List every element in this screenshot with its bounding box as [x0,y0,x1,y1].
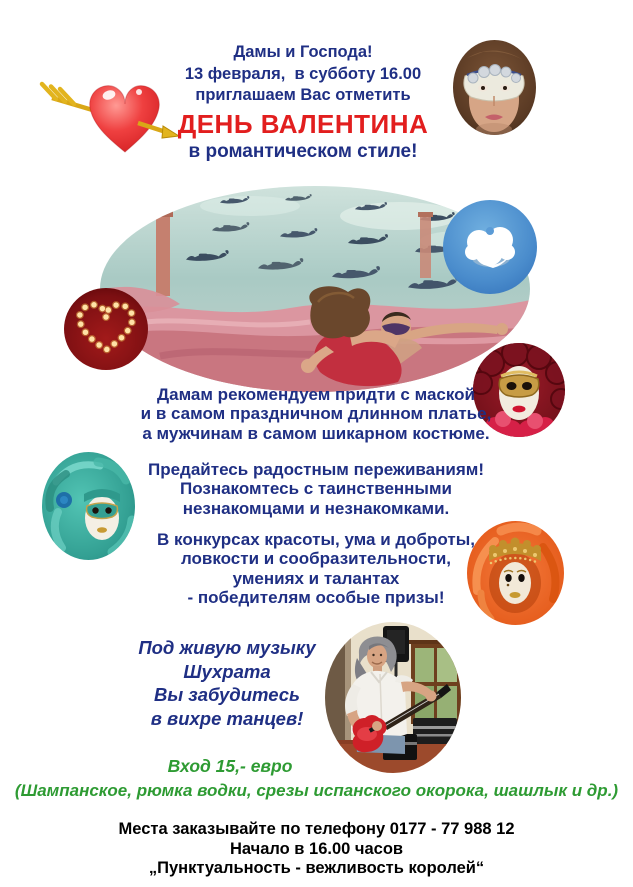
text-line: (Шампанское, рюмка водки, срезы испанского окорока, шашлык и др.) [14,781,619,800]
header-greeting: Дамы и Господа! [233,43,373,61]
entry-details-text [8,780,625,801]
text-line: Дамам рекомендуем придти с маской [157,385,475,404]
text-line: Под живую музыку [138,637,316,658]
header-block [103,42,503,164]
text-line: Предайтесь радостным переживаниям! [148,460,484,479]
dress-code-text [72,385,560,443]
text-line: ловкости и сообразительности, [180,549,452,569]
text-line: В конкурсах красоты, ума и доброты, [157,530,475,549]
text-line: - победителям особые призы! [187,587,445,607]
text-line: Вы забудитесь [153,684,301,705]
contests-text [72,530,560,607]
text-line: умениях и талантах [232,568,400,588]
text-line: Познакомтесь с таинственными [180,479,452,499]
header-date: 13 февраля, в субботу 16.00 [184,64,422,83]
start-time-line: Начало в 16.00 часов [229,839,404,858]
text-line: Вход 15,- евро [167,756,293,776]
page-subtitle: в романтическом стиле! [188,140,418,162]
pearl-heart-image [64,288,148,370]
header-invite: приглашаем Вас отметить [195,86,411,104]
motto-line: „Пунктуальность - вежливость королей“ [148,859,485,877]
entry-price-text [60,755,400,777]
page-title: ДЕНЬ ВАЛЕНТИНА [177,108,429,139]
footer-block [0,820,633,879]
phone-line: Места заказывайте по телефону 0177 - 77 988 12 [118,820,515,838]
live-music-text [92,636,362,730]
text-line: Шухрата [183,660,271,682]
cloud-heart-image [443,200,537,294]
text-line: а мужчинам в самом шикарном костюме. [142,423,490,443]
mystery-text [72,460,560,518]
text-line: и в самом праздничном длинном платье, [140,404,492,424]
text-line: в вихре танцев! [150,707,304,729]
text-line: незнакомцами и незнакомками. [182,498,450,518]
